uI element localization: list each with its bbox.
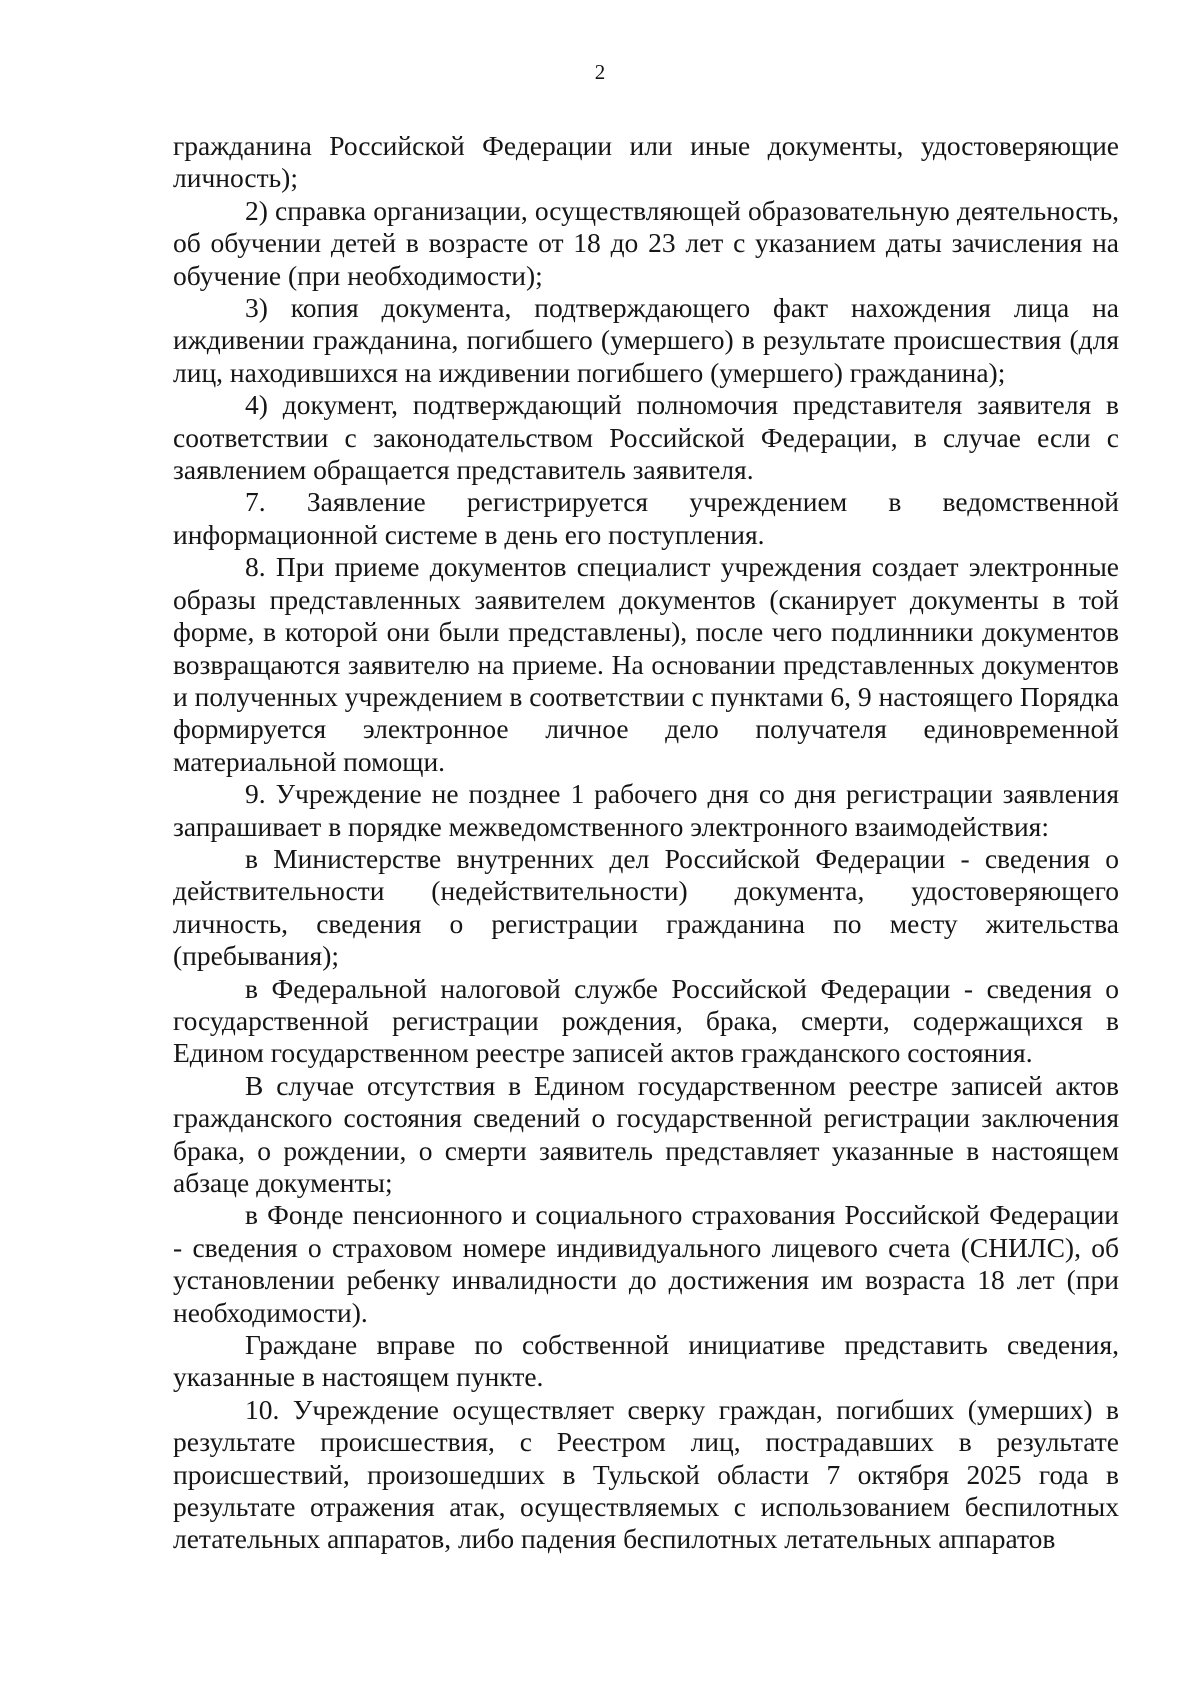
paragraph-citizens-right: Граждане вправе по собственной инициативе представить сведения, указанные в настоящем пункте. xyxy=(173,1329,1119,1393)
paragraph-mvd: в Министерстве внутренних дел Российской Федерации - сведения о действительности (недействительности) документа, удостоверяющего личность, сведения о регистрации гражданина по месту жительства (пребывания); xyxy=(173,842,1119,972)
paragraph-clause-10: 10. Учреждение осуществляет сверку граждан, погибших (умерших) в результате происшествия, с Реестром лиц, пострадавших в результате происшествий, произошедших в Тульской области 7 октября 2025 года в результате отражения атак, осуществляемых с использованием беспилотных летательных аппаратов, либо падения беспилотных летательных аппаратов xyxy=(173,1393,1119,1555)
paragraph-clause-7: 7. Заявление регистрируется учреждением в ведомственной информационной системе в день его поступления. xyxy=(173,486,1119,550)
paragraph-clause-8: 8. При приеме документов специалист учреждения создает электронные образы представленных заявителем документов (сканирует документы в той форме, в которой они были представлены), после чего подлинники документов возвращаются заявителю на приеме. На основании представленных документов и полученных учреждением в соответствии с пунктами 6, 9 настоящего Порядка формируется электронное личное дело получателя единовременной материальной помощи. xyxy=(173,551,1119,777)
paragraph-item-4: 4) документ, подтверждающий полномочия представителя заявителя в соответствии с законодательством Российской Федерации, в случае если с заявлением обращается представитель заявителя. xyxy=(173,389,1119,486)
paragraph-fns: в Федеральной налоговой службе Российской Федерации - сведения о государственной регистрации рождения, брака, смерти, содержащихся в Едином государственном реестре записей актов гражданского состояния. xyxy=(173,972,1119,1069)
page-number: 2 xyxy=(594,60,606,84)
paragraph-item-3: 3) копия документа, подтверждающего факт нахождения лица на иждивении гражданина, погибшего (умершего) в результате происшествия (для лиц, находившихся на иждивении погибшего (умершего) гражданина); xyxy=(173,292,1119,388)
document-body xyxy=(173,130,1119,1556)
paragraph-continuation: гражданина Российской Федерации или иные документы, удостоверяющие личность); xyxy=(173,130,1119,194)
paragraph-clause-9: 9. Учреждение не позднее 1 рабочего дня со дня регистрации заявления запрашивает в порядке межведомственного электронного взаимодействия: xyxy=(173,778,1119,842)
paragraph-item-2: 2) справка организации, осуществляющей образовательную деятельность, об обучении детей в возрасте от 18 до 23 лет с указанием даты зачисления на обучение (при необходимости); xyxy=(173,194,1119,291)
paragraph-sfr: в Фонде пенсионного и социального страхования Российской Федерации - сведения о страховом номере индивидуального лицевого счета (СНИЛС), об установлении ребенку инвалидности до достижения им возраста 18 лет (при необходимости). xyxy=(173,1199,1119,1328)
paragraph-absence-case: В случае отсутствия в Едином государственном реестре записей актов гражданского состояния сведений о государственной регистрации заключения брака, о рождении, о смерти заявитель представляет указанные в настоящем абзаце документы; xyxy=(173,1069,1119,1198)
